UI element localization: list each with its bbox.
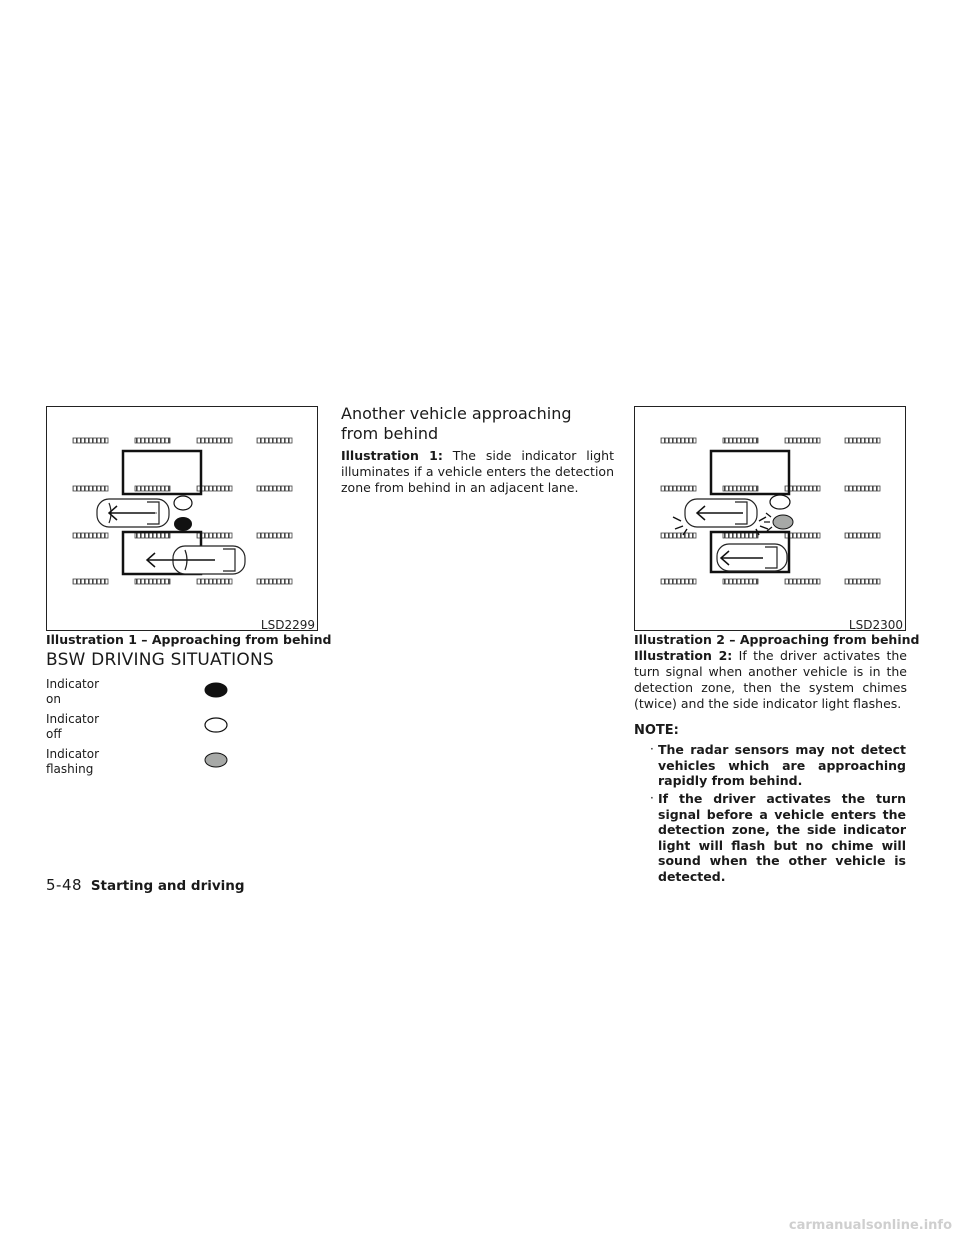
legend-row-flashing <box>46 747 266 781</box>
illustration-1-label: Illustration 1: <box>341 448 443 463</box>
page-number: 5-48 <box>46 876 83 894</box>
section-title: BSW DRIVING SITUATIONS <box>46 650 274 670</box>
indicator-off-icon <box>203 716 229 734</box>
illustration-1-text: The side indicator light illuminates if a vehicle enters the detection zone from behind in an adjacent lane. <box>341 448 614 495</box>
note-title: NOTE: <box>634 723 679 738</box>
indicator-light-off <box>174 496 192 510</box>
bullet-icon: · <box>650 742 654 756</box>
page-footer <box>46 876 245 894</box>
note-item: The radar sensors may not detect vehicles which are approaching rapidly from behind. <box>658 742 906 788</box>
figure-caption: Illustration 2 – Approaching from behind <box>634 632 920 647</box>
illustration-2-paragraph <box>634 648 907 712</box>
legend-label: Indicator flashing <box>46 747 100 776</box>
bsw-diagram-1 <box>47 407 316 629</box>
indicator-light-on <box>174 517 192 531</box>
indicator-light-flashing <box>773 515 793 529</box>
illustration-2-label: Illustration 2: <box>634 648 733 663</box>
indicator-light-off <box>770 495 790 509</box>
watermark: carmanualsonline.info <box>788 1218 952 1233</box>
legend-row-on <box>46 677 266 711</box>
illustration-1-paragraph <box>341 448 614 496</box>
illustration-2-text: If the driver activates the turn signal when another vehicle is in the detection zone, then the system chimes (twice) and the side indicator light flashes. <box>634 648 907 711</box>
legend-label: Indicator off <box>46 712 100 741</box>
legend-row-off <box>46 712 266 746</box>
footer-section: Starting and driving <box>90 878 245 894</box>
bsw-diagram-2 <box>635 407 904 629</box>
figure-illustration-2 <box>634 406 906 631</box>
note-item: If the driver activates the turn signal before a vehicle enters the detection zone, the side indicator light will flash but no chime will sound when the other vehicle is detected. <box>658 791 906 884</box>
indicator-on-icon <box>203 681 229 699</box>
figure-caption: Illustration 1 – Approaching from behind <box>46 632 332 647</box>
indicator-flashing-icon <box>203 751 229 769</box>
legend-label: Indicator on <box>46 677 100 706</box>
figure-id: LSD2300 <box>848 618 903 632</box>
figure-id: LSD2299 <box>260 618 315 632</box>
figure-illustration-1 <box>46 406 318 631</box>
article-heading: Another vehicle approaching from behind <box>341 404 572 443</box>
bullet-icon: · <box>650 791 654 805</box>
